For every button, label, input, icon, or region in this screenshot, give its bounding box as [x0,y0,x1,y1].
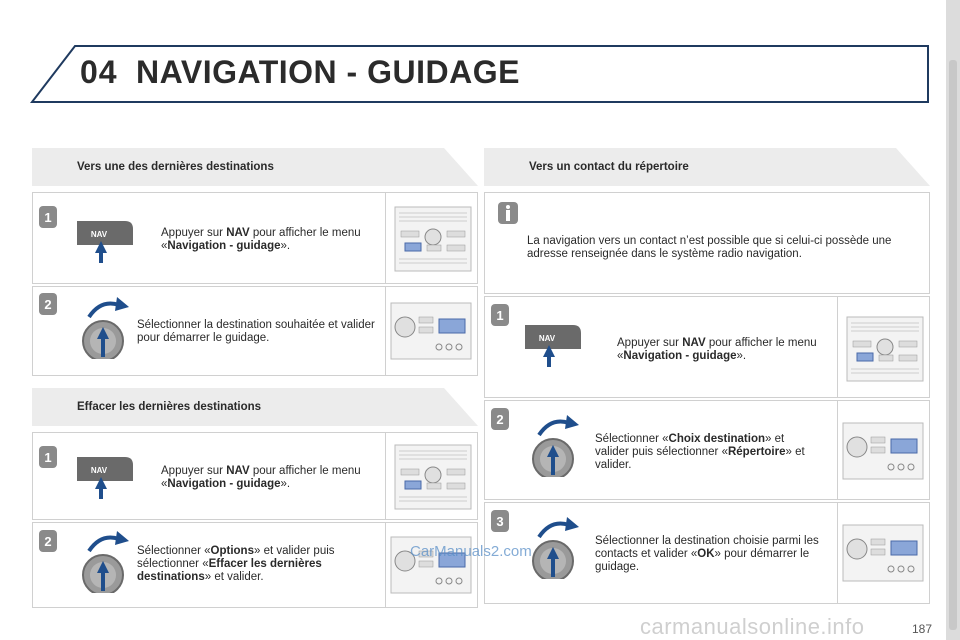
step-badge-icon [490,303,510,327]
watermark-link[interactable]: CarManuals2.com [410,543,532,560]
section-title: Effacer les dernières destinations [77,401,262,413]
info-box [484,192,930,294]
radio-panel-icon [841,519,925,587]
svg-text:2: 2 [496,412,504,427]
step-badge-icon [38,205,58,229]
svg-text:1: 1 [496,308,504,323]
chapter-title: NAVIGATION - GUIDAGE [136,54,520,90]
chapter-number: 04 [80,54,118,90]
info-text: La navigation vers un contact n’est possible que si celui-ci possède une adresse renseignée dans le système radio navigation. [527,235,892,260]
step-badge-icon [38,529,58,553]
radio-panel-icon [389,531,473,599]
radio-panel-icon [389,297,473,365]
section-title: Vers une des dernières destinations [77,161,274,173]
svg-text:2: 2 [44,297,52,312]
step-instruction: Appuyer sur NAV pour afficher le menu «Navigation - guidage». [161,465,361,490]
rotary-knob-icon [525,515,585,579]
step-row [32,192,478,284]
radio-panel-icon [391,443,475,511]
page-number: 187 [912,622,933,636]
svg-text:2: 2 [44,534,52,549]
svg-text:3: 3 [496,514,504,529]
section-header-clear-destinations [32,388,478,428]
step-instruction: Appuyer sur NAV pour afficher le menu «Navigation - guidage». [161,227,361,252]
step-badge-icon [38,445,58,469]
nav-button-icon [75,451,135,501]
section-header-last-destinations [32,148,478,188]
step-row [484,400,930,500]
step-instruction: Appuyer sur NAV pour afficher le menu «Navigation - guidage». [617,337,817,362]
scrollbar[interactable] [946,0,960,640]
svg-text:NAV: NAV [538,334,556,343]
radio-panel-icon [841,417,925,485]
nav-button-icon [523,319,583,369]
radio-panel-icon [391,205,475,273]
step-row [32,522,478,608]
svg-text:NAV: NAV [90,466,108,475]
radio-panel-icon [843,315,927,383]
footer-watermark: carmanualsonline.info [640,614,865,639]
nav-button-icon [75,215,135,265]
rotary-knob-icon [75,295,135,359]
step-instruction: Sélectionner la destination souhaitée et valider pour démarrer le guidage. [137,319,375,344]
step-badge-icon [490,509,510,533]
step-row [32,432,478,520]
rotary-knob-icon [75,529,135,593]
step-instruction: Sélectionner «Choix destination» et valider puis sélectionner «Répertoire» et valider. [595,433,805,471]
info-icon [497,201,519,225]
step-row [484,502,930,604]
step-badge-icon [38,292,58,316]
section-header-contact [484,148,930,188]
step-instruction: Sélectionner «Options» et valider puis sélectionner «Effacer les dernières destinations» et valider. [137,545,335,583]
svg-text:1: 1 [44,210,52,225]
step-instruction: Sélectionner la destination choisie parmi les contacts et valider «OK» pour démarrer le guidage. [595,535,819,573]
step-row [484,296,930,398]
step-row [32,286,478,376]
svg-text:1: 1 [44,450,52,465]
svg-text:NAV: NAV [90,230,108,239]
section-title: Vers un contact du répertoire [529,161,689,173]
rotary-knob-icon [525,413,585,477]
step-badge-icon [490,407,510,431]
